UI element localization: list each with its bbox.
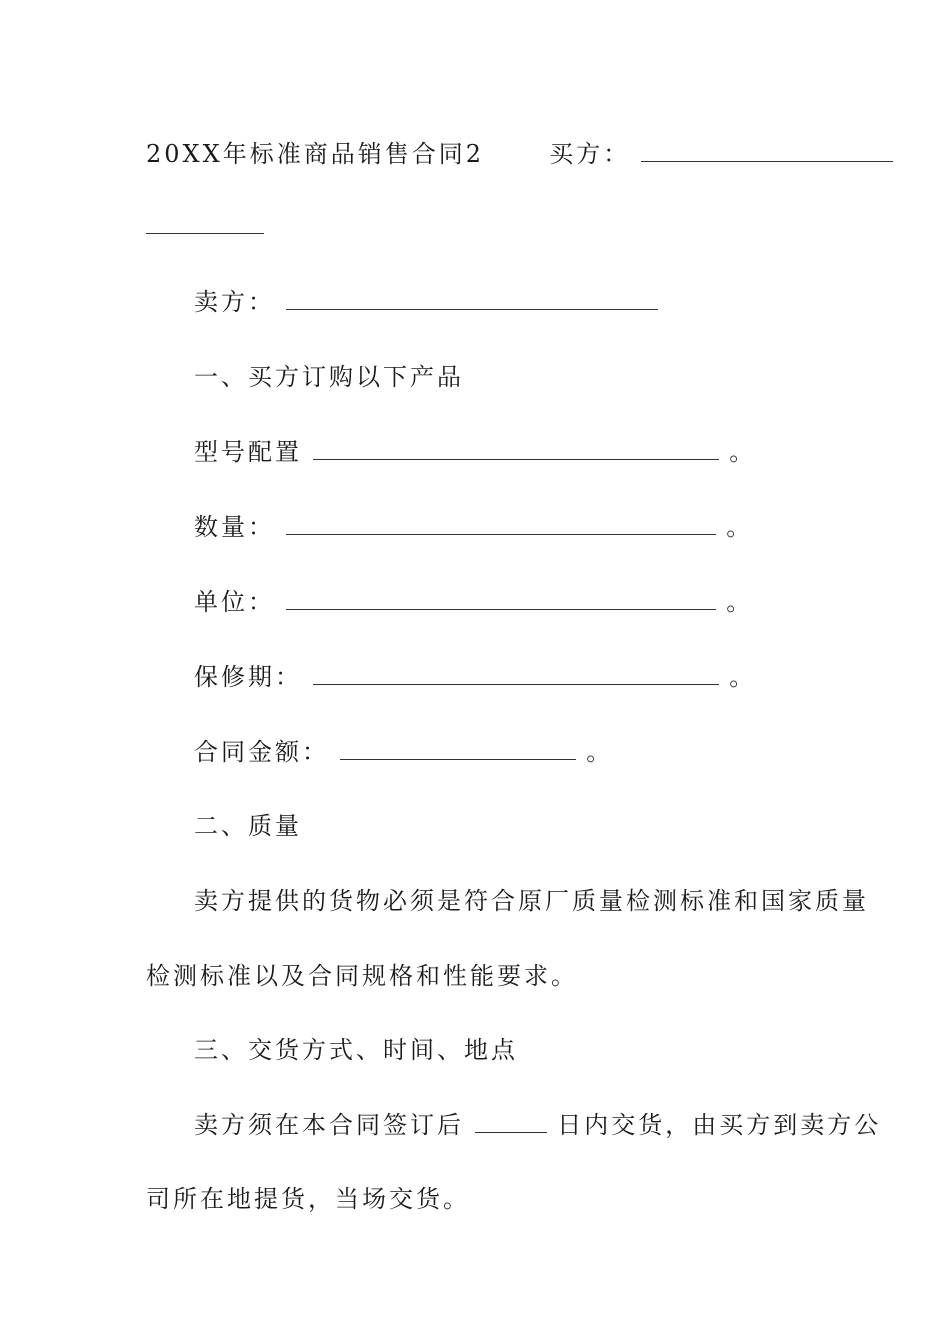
unit-label: 单位： [194, 588, 275, 616]
period: 。 [729, 438, 757, 466]
contract-title: 20XX年标准商品销售合同2 [146, 140, 484, 168]
unit-field[interactable] [286, 587, 716, 610]
delivery-text-b: 日内交货，由买方到卖方公 [557, 1111, 882, 1139]
section3-heading: 三、交货方式、时间、地点 [194, 1036, 518, 1064]
section1-heading: 一、买方订购以下产品 [194, 363, 464, 391]
amount-label: 合同金额： [194, 738, 329, 766]
period: 。 [729, 663, 757, 691]
amount-line [194, 736, 613, 768]
quantity-line [194, 511, 753, 543]
section2-paragraph-line1: 卖方提供的货物必须是符合原厂质量检测标准和国家质量 [194, 887, 869, 915]
period: 。 [726, 588, 754, 616]
model-line [194, 436, 756, 468]
section2-heading: 二、质量 [194, 812, 302, 840]
model-field[interactable] [313, 437, 719, 460]
amount-field[interactable] [340, 737, 576, 760]
unit-line [194, 586, 753, 618]
seller-label: 卖方： [194, 288, 275, 316]
quantity-field[interactable] [286, 512, 716, 535]
delivery-days-field[interactable] [475, 1110, 547, 1133]
quantity-label: 数量： [194, 513, 275, 541]
seller-field[interactable] [286, 287, 658, 310]
buyer-label: 买方： [549, 140, 631, 168]
delivery-text-a: 卖方须在本合同签订后 [194, 1111, 464, 1139]
section2-paragraph-line2: 检测标准以及合同规格和性能要求。 [146, 962, 578, 990]
warranty-field[interactable] [313, 662, 719, 685]
buyer-field-continued[interactable] [146, 211, 264, 234]
warranty-label: 保修期： [194, 663, 302, 691]
seller-line [194, 286, 658, 318]
buyer-field-continued-line [146, 210, 264, 242]
section3-paragraph-line2: 司所在地提货，当场交货。 [146, 1185, 470, 1213]
section3-paragraph-line1 [194, 1109, 881, 1141]
buyer-field[interactable] [641, 139, 893, 162]
warranty-line [194, 661, 756, 693]
period: 。 [586, 738, 614, 766]
model-label: 型号配置 [194, 438, 302, 466]
title-buyer-line [146, 138, 893, 170]
period: 。 [726, 513, 754, 541]
